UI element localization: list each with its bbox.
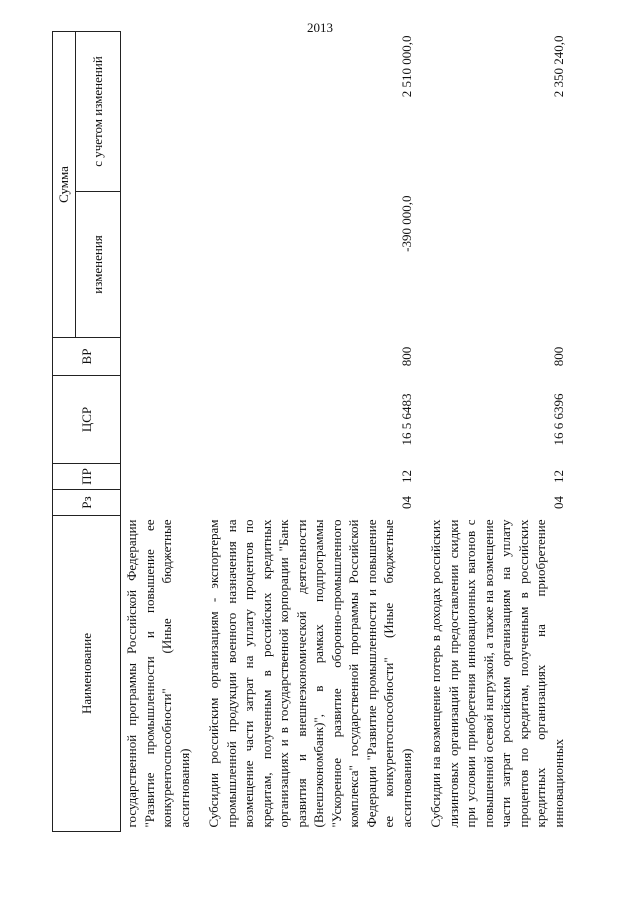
header-vr: ВР [53,338,121,376]
rotated-page [52,32,622,832]
row-rz: 04 [551,496,566,509]
header-sum: Сумма [53,32,76,338]
row-change [425,192,577,338]
header-changes: изменения [76,192,121,338]
row-vr [121,338,204,376]
row-total: 2 350 240,0 [551,35,566,98]
header-pr: ПР [53,464,121,490]
header-rz: Рз [53,490,121,516]
header-name: Наименование [53,516,121,832]
row-rz: 04 [399,496,414,509]
row-name: Субсидии российским организациям - экспортерам промышленной продукции военного назначения на возмещение части затрат на уплату процентов по кредитам, полученным в российских кредитных организациях и в государственной корпорации "Банк развития и внешнеэкономической деятельности (Внешэкономбанк)", в рамках подпрограммы "Ускоренное развитие оборонно-промышленного комплекса" государственной программы Российской Федерации "Развитие промышленности и повышение ее конкурентоспособности" (Иные бюджетные ассигнования) [206,519,414,828]
table-row [121,32,204,832]
row-total [121,32,204,192]
row-csr: 16 5 6483 [399,393,414,446]
row-name: государственной программы Российской Федерации "Развитие промышленности и повышение ее конкурентоспособности" (Иные бюджетные ассигнования) [124,519,192,828]
table-row [203,32,425,832]
row-pr [121,464,204,490]
row-csr: 16 6 6396 [551,393,566,446]
budget-table [52,31,577,832]
row-pr: 12 [399,470,414,483]
row-change: -390 000,0 [399,195,414,252]
row-total: 2 510 000,0 [399,35,414,98]
row-pr: 12 [551,470,566,483]
row-rz [121,490,204,516]
page-number: 2013 [307,20,333,35]
header-row-1 [53,32,76,832]
row-vr: 800 [399,346,414,367]
row-vr: 800 [551,346,566,367]
row-change [121,192,204,338]
header-csr: ЦСР [53,376,121,464]
row-csr [121,376,204,464]
row-name: Субсидии на возмещение потерь в доходах российских лизинговых организаций при предоставлении скидки при условии приобретения инновационных вагонов с повышенной осевой нагрузкой, а также на возмещение части затрат российским организациям на уплату процентов по кредитам, полученным в российских кредитных организациях на приобретение инновационных [428,519,566,828]
header-with-changes: с учетом изменений [76,32,121,192]
table-row [425,32,577,832]
